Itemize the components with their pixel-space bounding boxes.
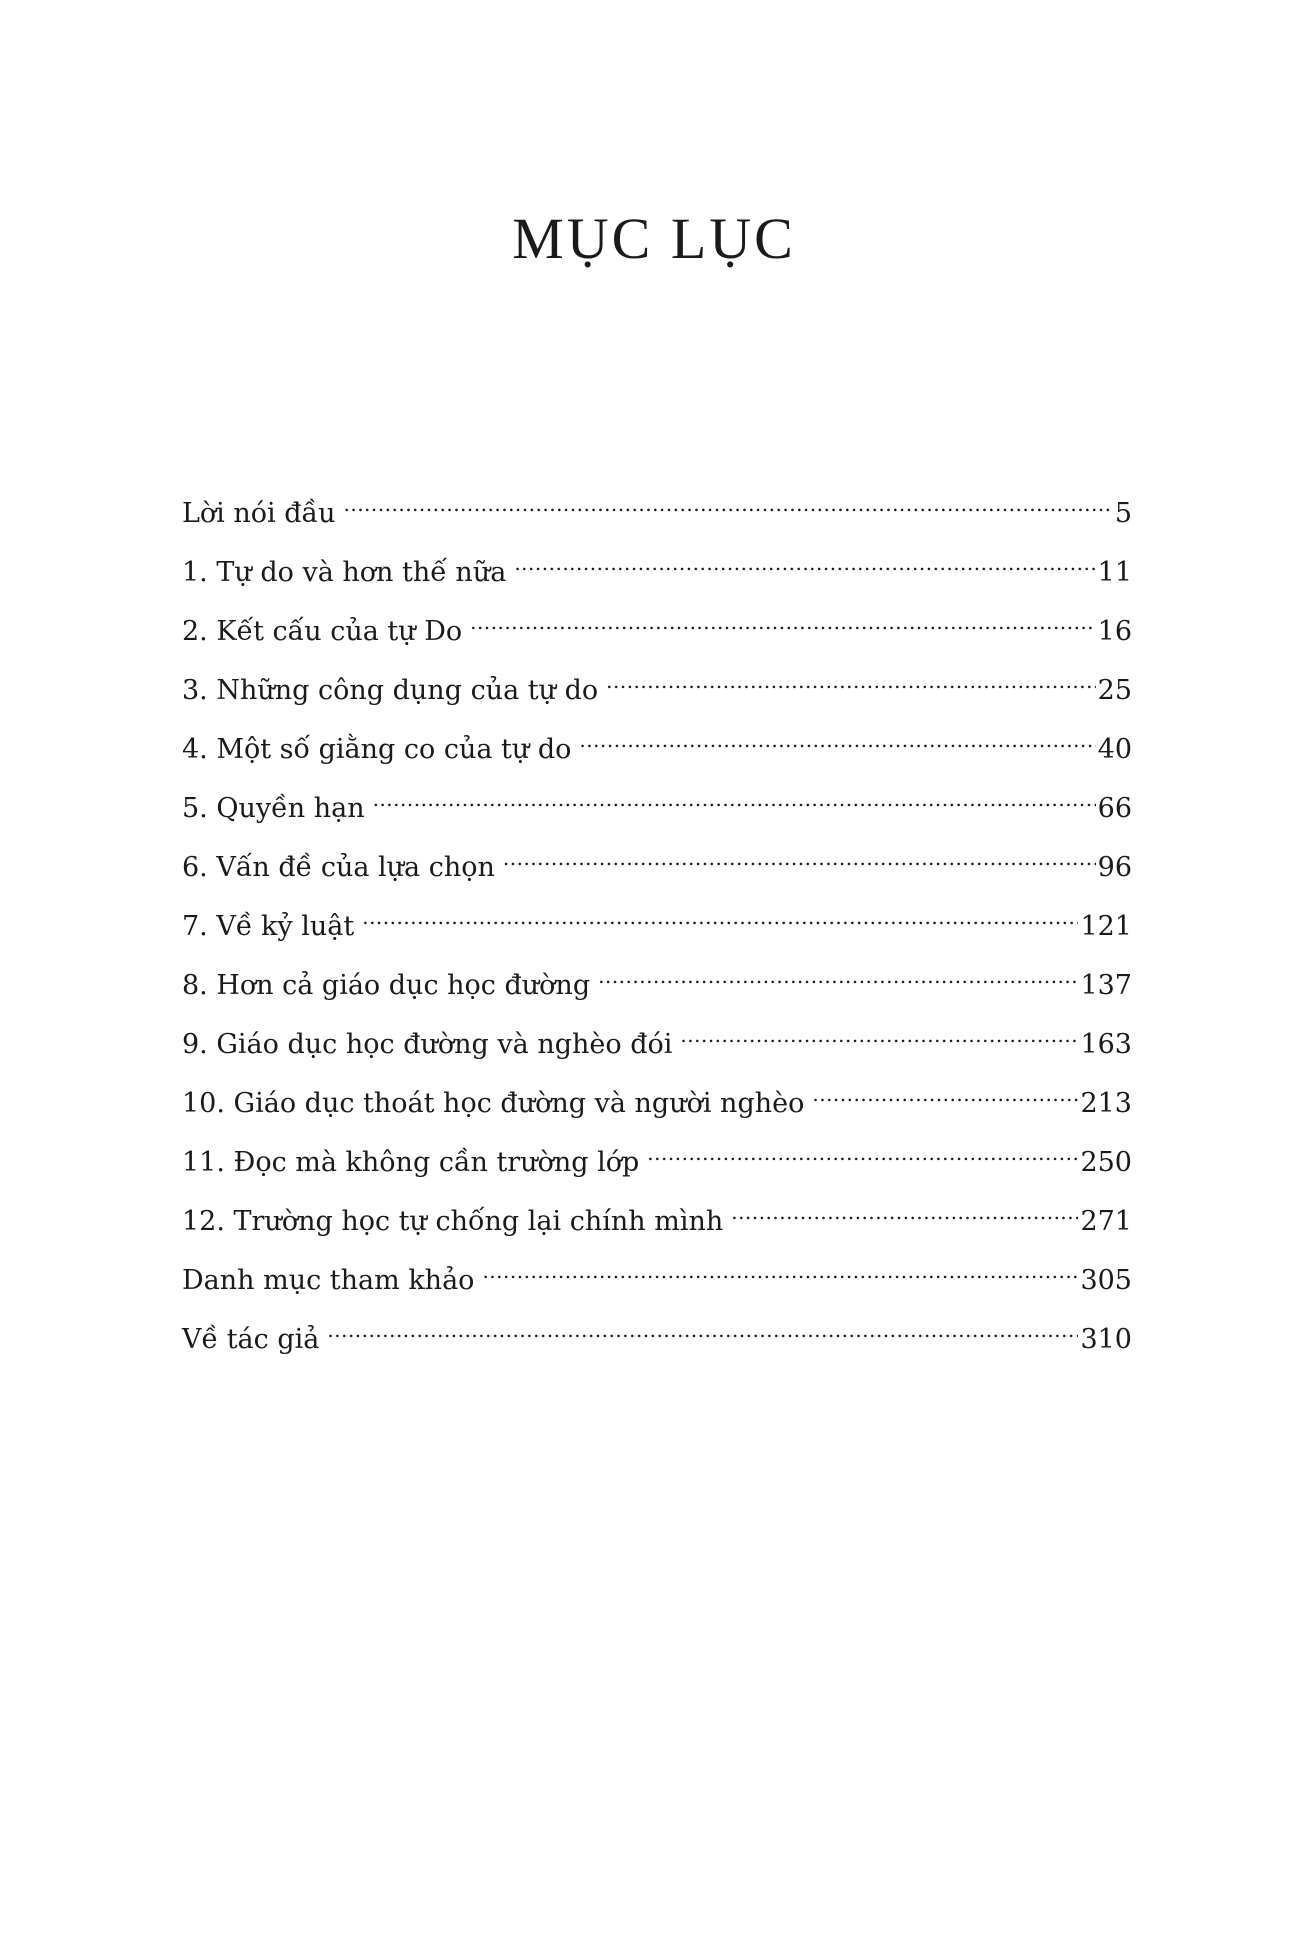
toc-entry-page: 271 [1080, 1206, 1132, 1237]
toc-entry [182, 598, 1132, 657]
toc-entry-title: 10. Giáo dục thoát học đường và người nghèo [182, 1088, 805, 1119]
toc-leader-dots [598, 952, 1078, 994]
toc-entry-page: 137 [1080, 970, 1132, 1001]
toc-entry [182, 657, 1132, 716]
toc-entry-title: 2. Kết cấu của tự Do [182, 616, 463, 647]
toc-entry-title: Danh mục tham khảo [182, 1265, 475, 1296]
toc-entry-page: 66 [1097, 793, 1132, 824]
toc-leader-dots [470, 598, 1096, 640]
toc-entry-page: 11 [1097, 557, 1132, 588]
toc-entry-title: 5. Quyền hạn [182, 793, 365, 824]
page-title: MỤC LỤC [512, 206, 796, 271]
toc-entry [182, 1011, 1132, 1070]
toc-entry-page: 305 [1080, 1265, 1132, 1296]
toc-leader-dots [579, 716, 1095, 758]
toc-entry-page: 121 [1080, 911, 1132, 942]
toc-entry-title: 9. Giáo dục học đường và nghèo đói [182, 1029, 673, 1060]
table-of-contents [182, 480, 1132, 1365]
toc-leader-dots [606, 657, 1096, 699]
toc-entry [182, 893, 1132, 952]
toc-leader-dots [680, 1011, 1078, 1053]
toc-leader-dots [812, 1070, 1078, 1112]
toc-entry-page: 40 [1097, 734, 1132, 765]
toc-leader-dots [482, 1247, 1078, 1289]
toc-leader-dots [343, 480, 1112, 522]
toc-entry-page: 16 [1097, 616, 1132, 647]
toc-leader-dots [362, 893, 1078, 935]
toc-entry [182, 480, 1132, 539]
toc-entry-title: 11. Đọc mà không cần trường lớp [182, 1147, 640, 1178]
toc-entry-title: 12. Trường học tự chống lại chính mình [182, 1206, 724, 1237]
toc-leader-dots [647, 1129, 1078, 1171]
toc-leader-dots [731, 1188, 1078, 1230]
toc-entry-title: 7. Về kỷ luật [182, 911, 355, 942]
toc-entry [182, 775, 1132, 834]
toc-entry-page: 250 [1080, 1147, 1132, 1178]
toc-leader-dots [373, 775, 1096, 817]
toc-entry-page: 213 [1080, 1088, 1132, 1119]
toc-entry [182, 1129, 1132, 1188]
toc-entry-page: 25 [1097, 675, 1132, 706]
toc-leader-dots [514, 539, 1095, 581]
toc-leader-dots [503, 834, 1096, 876]
toc-entry-title: Lời nói đầu [182, 498, 336, 529]
toc-entry-page: 163 [1080, 1029, 1132, 1060]
toc-entry [182, 1306, 1132, 1365]
toc-entry [182, 1070, 1132, 1129]
toc-entry [182, 539, 1132, 598]
toc-entry-title: 3. Những công dụng của tự do [182, 675, 599, 706]
toc-entry-title: 4. Một số giằng co của tự do [182, 734, 572, 765]
toc-entry-page: 96 [1097, 852, 1132, 883]
toc-leader-dots [327, 1306, 1078, 1348]
toc-entry-title: Về tác giả [182, 1324, 320, 1355]
toc-entry [182, 1247, 1132, 1306]
toc-entry [182, 952, 1132, 1011]
toc-entry-title: 1. Tự do và hơn thế nữa [182, 557, 507, 588]
toc-entry-title: 6. Vấn đề của lựa chọn [182, 852, 495, 883]
toc-entry-title: 8. Hơn cả giáo dục học đường [182, 970, 591, 1001]
toc-entry [182, 716, 1132, 775]
toc-entry [182, 1188, 1132, 1247]
toc-entry-page: 310 [1080, 1324, 1132, 1355]
toc-entry [182, 834, 1132, 893]
toc-entry-page: 5 [1114, 498, 1132, 529]
